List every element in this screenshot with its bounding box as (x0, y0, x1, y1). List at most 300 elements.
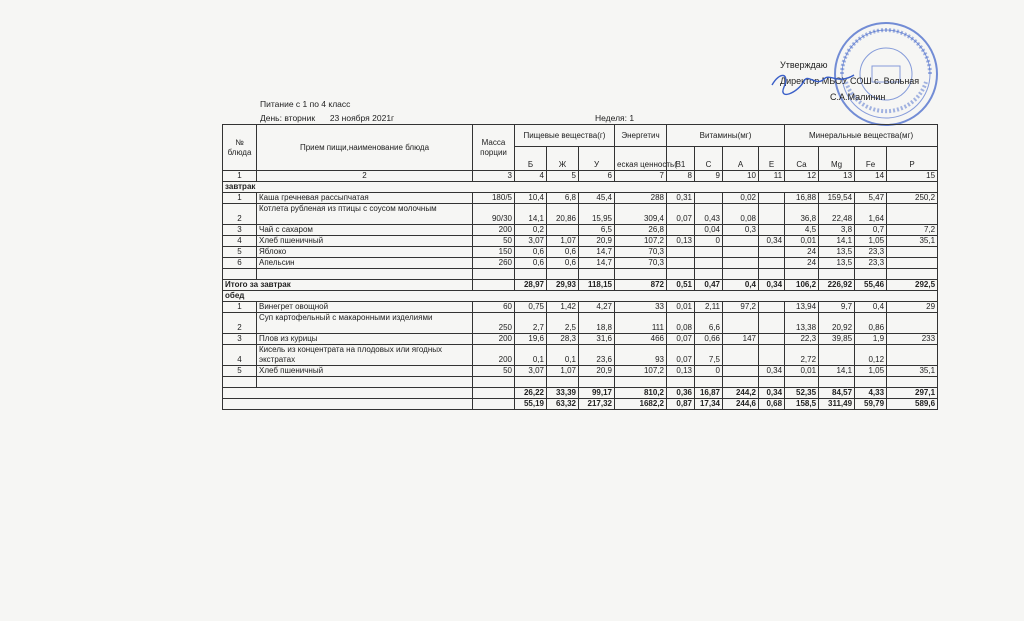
value-cell: 15,95 (579, 204, 615, 225)
value-cell: 0,08 (667, 313, 695, 334)
dish-name: Каша гречневая рассыпчатая (257, 193, 473, 204)
value-cell: 288 (615, 193, 667, 204)
col-name-header: Прием пищи,наименование блюда (257, 125, 473, 171)
value-cell: 107,2 (615, 366, 667, 377)
empty-cell (515, 269, 547, 280)
value-cell (759, 302, 785, 313)
column-numbers-row (223, 171, 938, 182)
approval-title: Утверждаю (780, 60, 828, 70)
value-cell: 0,07 (667, 345, 695, 366)
value-cell: 0,43 (695, 204, 723, 225)
dish-name: Хлеб пшеничный (257, 366, 473, 377)
empty-cell (819, 269, 855, 280)
value-cell: 260 (473, 258, 515, 269)
value-cell: 16,88 (785, 193, 819, 204)
value-cell (667, 258, 695, 269)
table-row (223, 193, 938, 204)
value-cell: 23,3 (855, 258, 887, 269)
value-cell: 1,05 (855, 366, 887, 377)
section-row (223, 291, 938, 302)
column-number: 15 (887, 171, 938, 182)
value-cell: 20,9 (579, 236, 615, 247)
empty-cell (887, 377, 938, 388)
column-number: 9 (695, 171, 723, 182)
value-cell: 233 (887, 334, 938, 345)
empty-cell (473, 377, 515, 388)
value-cell: 24 (785, 247, 819, 258)
value-cell: 0,1 (547, 345, 579, 366)
value-cell (723, 313, 759, 334)
table-row (223, 225, 938, 236)
empty-row (223, 269, 938, 280)
value-cell: 0,3 (723, 225, 759, 236)
column-number: 11 (759, 171, 785, 182)
value-cell: 0,6 (547, 247, 579, 258)
col-p: P (887, 147, 938, 171)
value-cell: 5,47 (855, 193, 887, 204)
value-cell: 0,12 (855, 345, 887, 366)
value-cell: 2,7 (515, 313, 547, 334)
dish-name: Чай с сахаром (257, 225, 473, 236)
value-cell: 0,31 (667, 193, 695, 204)
total-value: 589,6 (887, 399, 938, 410)
total-value: 29,93 (547, 280, 579, 291)
dish-number: 3 (223, 225, 257, 236)
total-value: 0,34 (759, 388, 785, 399)
total-value: 4,33 (855, 388, 887, 399)
total-value: 33,39 (547, 388, 579, 399)
menu-table (222, 124, 938, 410)
total-value: 0,68 (759, 399, 785, 410)
empty-cell (723, 377, 759, 388)
value-cell (759, 247, 785, 258)
value-cell: 1,07 (547, 236, 579, 247)
value-cell: 13,38 (785, 313, 819, 334)
value-cell: 147 (723, 334, 759, 345)
col-minerals-header: Минеральные вещества(мг) (785, 125, 938, 147)
total-value (473, 388, 515, 399)
total-value: 217,32 (579, 399, 615, 410)
value-cell: 0,07 (667, 334, 695, 345)
value-cell (723, 366, 759, 377)
value-cell: 111 (615, 313, 667, 334)
value-cell: 28,3 (547, 334, 579, 345)
value-cell: 23,6 (579, 345, 615, 366)
total-value: 99,17 (579, 388, 615, 399)
value-cell (887, 345, 938, 366)
empty-cell (223, 377, 257, 388)
column-number: 7 (615, 171, 667, 182)
value-cell: 36,8 (785, 204, 819, 225)
value-cell: 26,8 (615, 225, 667, 236)
table-row (223, 313, 938, 334)
empty-cell (667, 269, 695, 280)
value-cell: 0,4 (855, 302, 887, 313)
value-cell (695, 247, 723, 258)
value-cell: 0,34 (759, 366, 785, 377)
dish-name: Яблоко (257, 247, 473, 258)
section-title: обед (223, 291, 938, 302)
value-cell (667, 225, 695, 236)
empty-cell (473, 269, 515, 280)
value-cell: 18,8 (579, 313, 615, 334)
value-cell: 0,02 (723, 193, 759, 204)
value-cell: 200 (473, 334, 515, 345)
value-cell (695, 258, 723, 269)
value-cell: 13,94 (785, 302, 819, 313)
value-cell (723, 236, 759, 247)
dish-name: Плов из курицы (257, 334, 473, 345)
col-b: Б (515, 147, 547, 171)
value-cell: 3,8 (819, 225, 855, 236)
value-cell: 0,66 (695, 334, 723, 345)
dish-number: 2 (223, 204, 257, 225)
col-mg: Mg (819, 147, 855, 171)
value-cell: 93 (615, 345, 667, 366)
value-cell (887, 258, 938, 269)
value-cell: 4,5 (785, 225, 819, 236)
value-cell: 31,6 (579, 334, 615, 345)
value-cell: 0,1 (515, 345, 547, 366)
total-value: 810,2 (615, 388, 667, 399)
value-cell: 250,2 (887, 193, 938, 204)
value-cell: 0,75 (515, 302, 547, 313)
value-cell: 250 (473, 313, 515, 334)
day-line (260, 113, 394, 123)
empty-cell (785, 377, 819, 388)
value-cell: 29 (887, 302, 938, 313)
value-cell: 0,13 (667, 236, 695, 247)
value-cell: 2,11 (695, 302, 723, 313)
value-cell (887, 313, 938, 334)
col-num-header: № блюда (223, 125, 257, 171)
dish-name: Апельсин (257, 258, 473, 269)
value-cell: 0,6 (515, 247, 547, 258)
value-cell: 90/30 (473, 204, 515, 225)
value-cell: 20,9 (579, 366, 615, 377)
value-cell: 150 (473, 247, 515, 258)
value-cell: 6,6 (695, 313, 723, 334)
total-label (223, 388, 473, 399)
dish-number: 1 (223, 193, 257, 204)
section-row (223, 182, 938, 193)
total-value: 158,5 (785, 399, 819, 410)
empty-cell (223, 269, 257, 280)
value-cell: 0 (695, 236, 723, 247)
value-cell: 20,92 (819, 313, 855, 334)
week-label: Неделя: 1 (595, 113, 635, 123)
table-row (223, 366, 938, 377)
empty-cell (723, 269, 759, 280)
dish-number: 4 (223, 345, 257, 366)
value-cell: 2,72 (785, 345, 819, 366)
value-cell: 0,04 (695, 225, 723, 236)
col-nutrients-header: Пищевые вещества(г) (515, 125, 615, 147)
value-cell: 14,1 (819, 366, 855, 377)
total-value (473, 280, 515, 291)
value-cell: 97,2 (723, 302, 759, 313)
empty-cell (887, 269, 938, 280)
col-energy-header-top: Энергетич (615, 125, 667, 147)
total-value: 244,6 (723, 399, 759, 410)
empty-cell (547, 377, 579, 388)
dish-number: 4 (223, 236, 257, 247)
column-number: 1 (223, 171, 257, 182)
value-cell (759, 204, 785, 225)
column-number: 8 (667, 171, 695, 182)
total-value: 28,97 (515, 280, 547, 291)
value-cell (819, 345, 855, 366)
dish-number: 6 (223, 258, 257, 269)
value-cell: 4,27 (579, 302, 615, 313)
dish-name: Котлета рубленая из птицы с соусом молочным (257, 204, 473, 225)
total-value: 0,34 (759, 280, 785, 291)
col-fe: Fe (855, 147, 887, 171)
total-value: 55,46 (855, 280, 887, 291)
value-cell: 0,07 (667, 204, 695, 225)
dish-name: Хлеб пшеничный (257, 236, 473, 247)
value-cell: 7,5 (695, 345, 723, 366)
empty-cell (695, 377, 723, 388)
total-value: 0,4 (723, 280, 759, 291)
value-cell: 14,1 (819, 236, 855, 247)
empty-cell (667, 377, 695, 388)
value-cell (887, 247, 938, 258)
column-number: 5 (547, 171, 579, 182)
col-vitamins-header: Витамины(мг) (667, 125, 785, 147)
approval-block (780, 57, 919, 105)
class-range: Питание с 1 по 4 класс (260, 99, 351, 109)
total-value: 0,87 (667, 399, 695, 410)
total-label (223, 399, 473, 410)
signature-image (768, 67, 858, 97)
value-cell: 0,01 (667, 302, 695, 313)
total-value: 55,19 (515, 399, 547, 410)
total-value: 63,32 (547, 399, 579, 410)
value-cell: 2,5 (547, 313, 579, 334)
value-cell (723, 345, 759, 366)
table-row (223, 334, 938, 345)
column-number: 6 (579, 171, 615, 182)
value-cell: 50 (473, 366, 515, 377)
total-value: 872 (615, 280, 667, 291)
total-value: 0,51 (667, 280, 695, 291)
value-cell: 20,86 (547, 204, 579, 225)
empty-cell (695, 269, 723, 280)
value-cell (759, 225, 785, 236)
empty-cell (759, 269, 785, 280)
value-cell: 22,3 (785, 334, 819, 345)
column-number: 12 (785, 171, 819, 182)
total-value: 244,2 (723, 388, 759, 399)
value-cell: 10,4 (515, 193, 547, 204)
total-value: 1682,2 (615, 399, 667, 410)
value-cell: 60 (473, 302, 515, 313)
empty-cell (579, 269, 615, 280)
value-cell: 1,64 (855, 204, 887, 225)
column-number: 14 (855, 171, 887, 182)
total-value: 17,34 (695, 399, 723, 410)
value-cell: 7,2 (887, 225, 938, 236)
total-label: Итого за завтрак (223, 280, 473, 291)
col-mass-header: Масса порции (473, 125, 515, 171)
value-cell: 3,07 (515, 236, 547, 247)
value-cell: 9,7 (819, 302, 855, 313)
empty-cell (579, 377, 615, 388)
total-value: 118,15 (579, 280, 615, 291)
value-cell: 24 (785, 258, 819, 269)
value-cell (759, 334, 785, 345)
total-value: 297,1 (887, 388, 938, 399)
table-row (223, 302, 938, 313)
empty-cell (257, 377, 473, 388)
col-b1: B1 (667, 147, 695, 171)
value-cell: 33 (615, 302, 667, 313)
value-cell: 0,34 (759, 236, 785, 247)
value-cell: 1,42 (547, 302, 579, 313)
value-cell: 309,4 (615, 204, 667, 225)
value-cell (759, 313, 785, 334)
value-cell (759, 193, 785, 204)
total-value: 0,47 (695, 280, 723, 291)
value-cell: 14,7 (579, 258, 615, 269)
value-cell: 180/5 (473, 193, 515, 204)
value-cell (759, 345, 785, 366)
col-energy-header-bottom: еская ценность( (615, 147, 667, 171)
value-cell: 0,2 (515, 225, 547, 236)
total-value: 106,2 (785, 280, 819, 291)
column-number: 4 (515, 171, 547, 182)
value-cell: 23,3 (855, 247, 887, 258)
value-cell: 0,6 (547, 258, 579, 269)
breakfast-total-row (223, 280, 938, 291)
value-cell: 14,1 (515, 204, 547, 225)
dish-number: 3 (223, 334, 257, 345)
value-cell: 200 (473, 345, 515, 366)
dish-number: 2 (223, 313, 257, 334)
value-cell (887, 204, 938, 225)
dish-name: Кисель из концентрата на плодовых или ягодных экстратах (257, 345, 473, 366)
column-number: 2 (257, 171, 473, 182)
empty-cell (547, 269, 579, 280)
dish-name: Суп картофельный с макаронными изделиями (257, 313, 473, 334)
value-cell: 6,8 (547, 193, 579, 204)
table-row (223, 345, 938, 366)
value-cell: 0,01 (785, 236, 819, 247)
lunch-total-row (223, 388, 938, 399)
total-value: 52,35 (785, 388, 819, 399)
empty-cell (785, 269, 819, 280)
value-cell: 0,6 (515, 258, 547, 269)
value-cell (547, 225, 579, 236)
dish-name: Винегрет овощной (257, 302, 473, 313)
total-value: 59,79 (855, 399, 887, 410)
table-row (223, 236, 938, 247)
value-cell: 0,08 (723, 204, 759, 225)
table-row (223, 247, 938, 258)
section-title: завтрак (223, 182, 938, 193)
total-value: 311,49 (819, 399, 855, 410)
value-cell (667, 247, 695, 258)
value-cell: 35,1 (887, 366, 938, 377)
dish-number: 5 (223, 366, 257, 377)
value-cell (723, 247, 759, 258)
value-cell: 13,5 (819, 258, 855, 269)
value-cell: 1,07 (547, 366, 579, 377)
value-cell: 1,05 (855, 236, 887, 247)
value-cell: 0 (695, 366, 723, 377)
value-cell: 200 (473, 225, 515, 236)
value-cell: 0,13 (667, 366, 695, 377)
value-cell: 0,86 (855, 313, 887, 334)
col-a: A (723, 147, 759, 171)
total-value: 0,36 (667, 388, 695, 399)
dish-number: 5 (223, 247, 257, 258)
value-cell: 466 (615, 334, 667, 345)
col-ca: Ca (785, 147, 819, 171)
value-cell: 14,7 (579, 247, 615, 258)
table-row (223, 258, 938, 269)
empty-cell (855, 269, 887, 280)
value-cell: 159,54 (819, 193, 855, 204)
empty-cell (257, 269, 473, 280)
col-u: У (579, 147, 615, 171)
total-value: 84,57 (819, 388, 855, 399)
value-cell (723, 258, 759, 269)
total-value: 292,5 (887, 280, 938, 291)
value-cell: 3,07 (515, 366, 547, 377)
date-label: 23 ноября 2021г (329, 113, 395, 123)
value-cell: 13,5 (819, 247, 855, 258)
col-c: C (695, 147, 723, 171)
value-cell: 0,01 (785, 366, 819, 377)
col-e: E (759, 147, 785, 171)
column-number: 3 (473, 171, 515, 182)
approval-position: Директор МБОУ СОШ с. Вольная (780, 76, 920, 86)
value-cell (695, 193, 723, 204)
table-row (223, 204, 938, 225)
value-cell: 1,9 (855, 334, 887, 345)
value-cell: 107,2 (615, 236, 667, 247)
col-zh: Ж (547, 147, 579, 171)
value-cell: 45,4 (579, 193, 615, 204)
empty-cell (615, 377, 667, 388)
value-cell: 35,1 (887, 236, 938, 247)
value-cell: 22,48 (819, 204, 855, 225)
value-cell (759, 258, 785, 269)
table-header-row (223, 125, 938, 147)
empty-cell (759, 377, 785, 388)
empty-cell (615, 269, 667, 280)
total-value: 16,87 (695, 388, 723, 399)
total-value: 26,22 (515, 388, 547, 399)
value-cell: 19,6 (515, 334, 547, 345)
value-cell: 70,3 (615, 258, 667, 269)
column-number: 10 (723, 171, 759, 182)
empty-cell (515, 377, 547, 388)
value-cell: 39,85 (819, 334, 855, 345)
approval-signer: С.А.Малинин (830, 92, 886, 102)
total-value (473, 399, 515, 410)
empty-cell (855, 377, 887, 388)
empty-cell (819, 377, 855, 388)
value-cell: 0,7 (855, 225, 887, 236)
total-value: 226,92 (819, 280, 855, 291)
dish-number: 1 (223, 302, 257, 313)
grand-total-row (223, 399, 938, 410)
value-cell: 70,3 (615, 247, 667, 258)
day-label: День: вторник (260, 113, 316, 123)
